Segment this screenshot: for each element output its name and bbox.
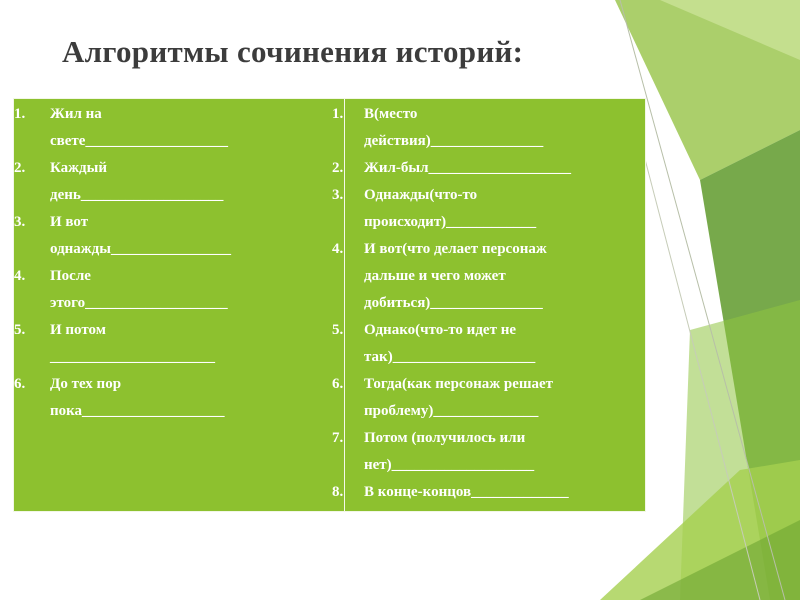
- list-item: [332, 155, 644, 182]
- item-text: И вот однажды________________: [50, 214, 231, 257]
- item-number: 5.: [332, 322, 344, 338]
- item-text: Каждый день___________________: [50, 160, 224, 203]
- item-number: 1.: [332, 106, 344, 122]
- list-item: [332, 425, 644, 479]
- item-number: 7.: [332, 430, 344, 446]
- item-text: После этого___________________: [50, 268, 228, 311]
- list-item: [14, 263, 334, 317]
- list-item: [14, 155, 334, 209]
- page-title: Алгоритмы сочинения историй:: [62, 34, 524, 69]
- item-number: 2.: [14, 160, 26, 176]
- algorithm-table: [13, 98, 646, 512]
- item-number: 2.: [332, 160, 344, 176]
- list-item: [332, 371, 644, 425]
- item-number: 3.: [332, 187, 344, 203]
- item-text: И вот(что делает персонаж дальше и чего может добиться)_______________: [364, 241, 547, 311]
- item-number: 3.: [14, 214, 26, 230]
- item-text: Однако(что-то идет не так)___________________: [364, 322, 536, 365]
- list-item: [14, 101, 334, 155]
- item-text: В конце-концов_____________: [364, 484, 569, 500]
- item-number: 4.: [332, 241, 344, 257]
- right-column-list: [332, 101, 644, 506]
- item-number: 8.: [332, 484, 344, 500]
- item-text: Жил на свете___________________: [50, 106, 228, 149]
- item-number: 1.: [14, 106, 26, 122]
- left-column-list: [14, 101, 334, 425]
- list-item: [332, 101, 644, 155]
- list-item: [332, 236, 644, 317]
- item-number: 4.: [14, 268, 26, 284]
- list-item: [332, 479, 644, 506]
- item-number: 6.: [14, 376, 26, 392]
- list-item: [332, 317, 644, 371]
- list-item: [14, 209, 334, 263]
- item-number: 5.: [14, 322, 26, 338]
- item-text: Однажды(что-то происходит)____________: [364, 187, 537, 230]
- item-text: До тех пор пока___________________: [50, 376, 225, 419]
- item-text: И потом ______________________: [50, 322, 215, 365]
- item-text: Жил-был___________________: [364, 160, 572, 176]
- item-text: В(место действия)_______________: [364, 106, 544, 149]
- item-text: Потом (получилось или нет)___________________: [364, 430, 535, 473]
- list-item: [14, 371, 334, 425]
- item-number: 6.: [332, 376, 344, 392]
- list-item: [14, 317, 334, 371]
- item-text: Тогда(как персонаж решает проблему)______________: [364, 376, 554, 419]
- list-item: [332, 182, 644, 236]
